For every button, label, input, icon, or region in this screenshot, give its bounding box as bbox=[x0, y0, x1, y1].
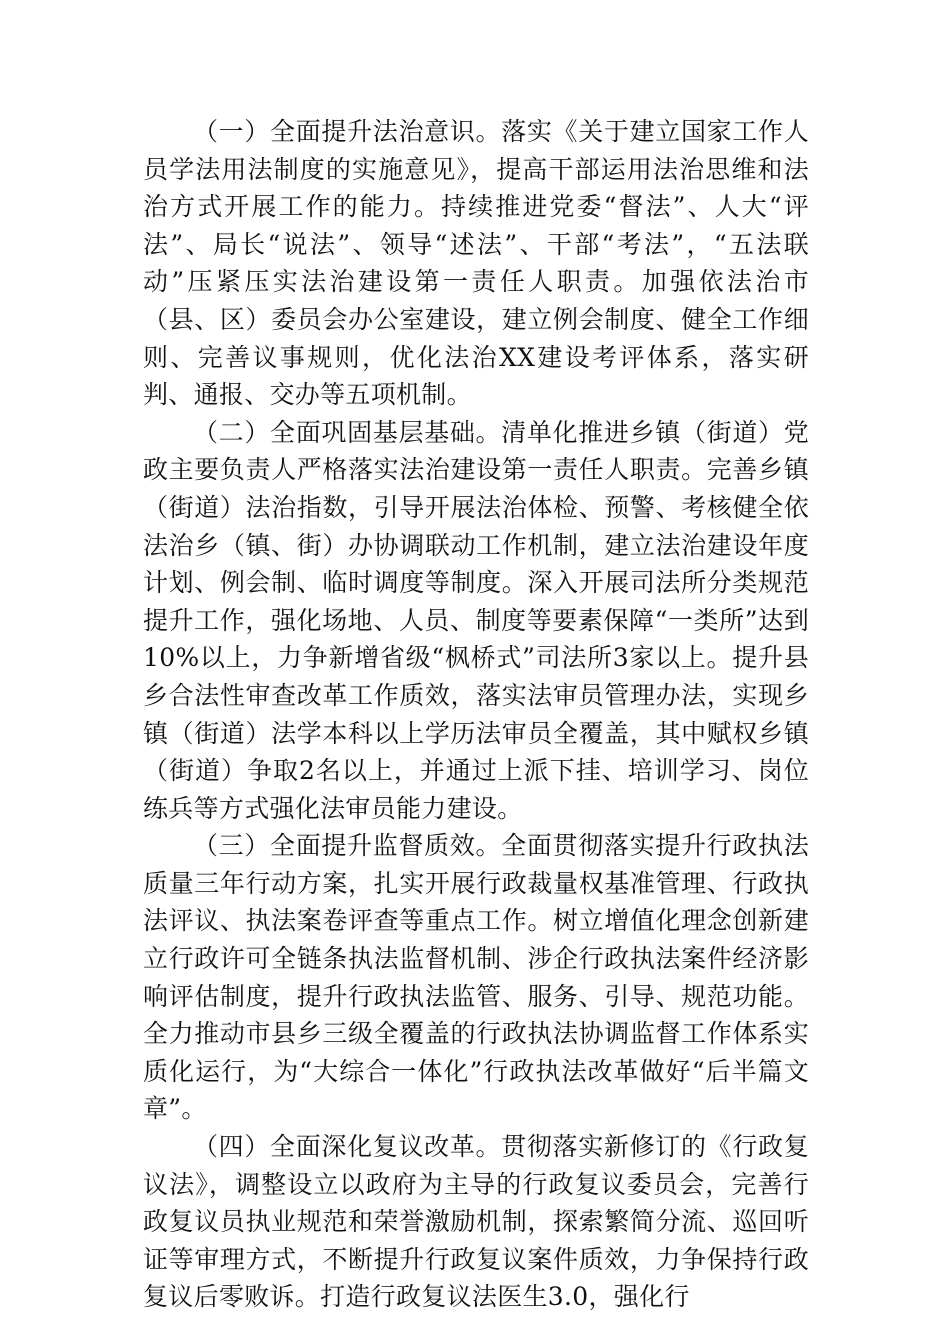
paragraph-legal-awareness: （一）全面提升法治意识。落实《关于建立国家工作人员学法用法制度的实施意见》，提高干部运用法治思维和法治方式开展工作的能力。持续推进党委“督法”、人大“评法”、局长“说法”、领导“述法”、干部“考法”，“五法联动”压紧压实法治建设第一责任人职责。加强依法治市（县、区）委员会办公室建设，建立例会制度、健全工作细则、完善议事规则，优化法治XX建设考评体系，落实研判、通报、交办等五项机制。 bbox=[143, 117, 809, 410]
paragraph-grassroots-foundation: （二）全面巩固基层基础。清单化推进乡镇（街道）党政主要负责人严格落实法治建设第一责任人职责。完善乡镇（街道）法治指数，引导开展法治体检、预警、考核健全依法治乡（镇、街）办协调联动工作机制，建立法治建设年度计划、例会制、临时调度等制度。深入开展司法所分类规范提升工作，强化场地、人员、制度等要素保障“一类所”达到10%以上，力争新增省级“枫桥式”司法所3家以上。提升县乡合法性审查改革工作质效，落实法审员管理办法，实现乡镇（街道）法学本科以上学历法审员全覆盖，其中赋权乡镇（街道）争取2名以上，并通过上派下挂、培训学习、岗位练兵等方式强化法审员能力建设。 bbox=[143, 417, 809, 823]
document-page bbox=[143, 113, 809, 1316]
paragraph-supervision-quality: （三）全面提升监督质效。全面贯彻落实提升行政执法质量三年行动方案，扎实开展行政裁量权基准管理、行政执法评议、执法案卷评查等重点工作。树立增值化理念创新建立行政许可全链条执法监督机制、涉企行政执法案件经济影响评估制度，提升行政执法监管、服务、引导、规范功能。全力推动市县乡三级全覆盖的行政执法协调监督工作体系实质化运行，为“大综合一体化”行政执法改革做好“后半篇文章”。 bbox=[143, 831, 809, 1124]
paragraph-reconsideration-reform: （四）全面深化复议改革。贯彻落实新修订的《行政复议法》，调整设立以政府为主导的行政复议委员会，完善行政复议员执业规范和荣誉激励机制，探索繁简分流、巡回听证等审理方式，不断提升行政复议案件质效，力争保持行政复议后零败诉。打造行政复议法医生3.0，强化行 bbox=[143, 1132, 809, 1312]
